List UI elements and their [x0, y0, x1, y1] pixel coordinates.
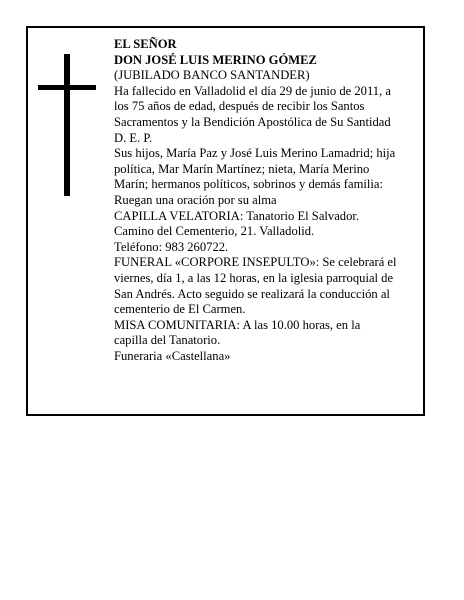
deceased-note: (JUBILADO BANCO SANTANDER) [114, 68, 310, 83]
body-line: viernes, día 1, a las 12 horas, en la iglesia parroquial de [114, 270, 394, 285]
cross-icon [64, 54, 70, 196]
body-line: Sus hijos, María Paz y José Luis Merino Lamadrid; hija [114, 146, 396, 161]
body-line: Ruegan una oración por su alma [114, 192, 277, 207]
obituary-text [114, 37, 424, 364]
body-line: FUNERAL «CORPORE INSEPULTO»: Se celebrará el [114, 255, 397, 270]
cross-icon-arm [38, 85, 96, 90]
body-line: Marín; hermanos políticos, sobrinos y demás familia: [114, 177, 383, 192]
body-line: San Andrés. Acto seguido se realizará la conducción al [114, 286, 390, 301]
body-line: Sacramentos y la Bendición Apostólica de Su Santidad [114, 114, 391, 129]
body-line: Ha fallecido en Valladolid el día 29 de junio de 2011, a [114, 83, 391, 98]
body-line: política, Mar Marín Martínez; nieta, María Merino [114, 161, 370, 176]
body-line: cementerio de El Carmen. [114, 302, 246, 317]
body-line: los 75 años de edad, después de recibir los Santos [114, 99, 365, 114]
notice-title: EL SEÑOR [114, 37, 177, 51]
body-line: Funeraria «Castellana» [114, 348, 231, 363]
deceased-name: DON JOSÉ LUIS MERINO GÓMEZ [114, 52, 317, 67]
body-line: CAPILLA VELATORIA: Tanatorio El Salvador. [114, 208, 360, 223]
body-line: Teléfono: 983 260722. [114, 239, 229, 254]
body-line: D. E. P. [114, 130, 153, 145]
body-line: capilla del Tanatorio. [114, 333, 221, 348]
body-line: Camino del Cementerio, 21. Valladolid. [114, 224, 315, 239]
body-line: MISA COMUNITARIA: A las 10.00 horas, en la [114, 317, 361, 332]
